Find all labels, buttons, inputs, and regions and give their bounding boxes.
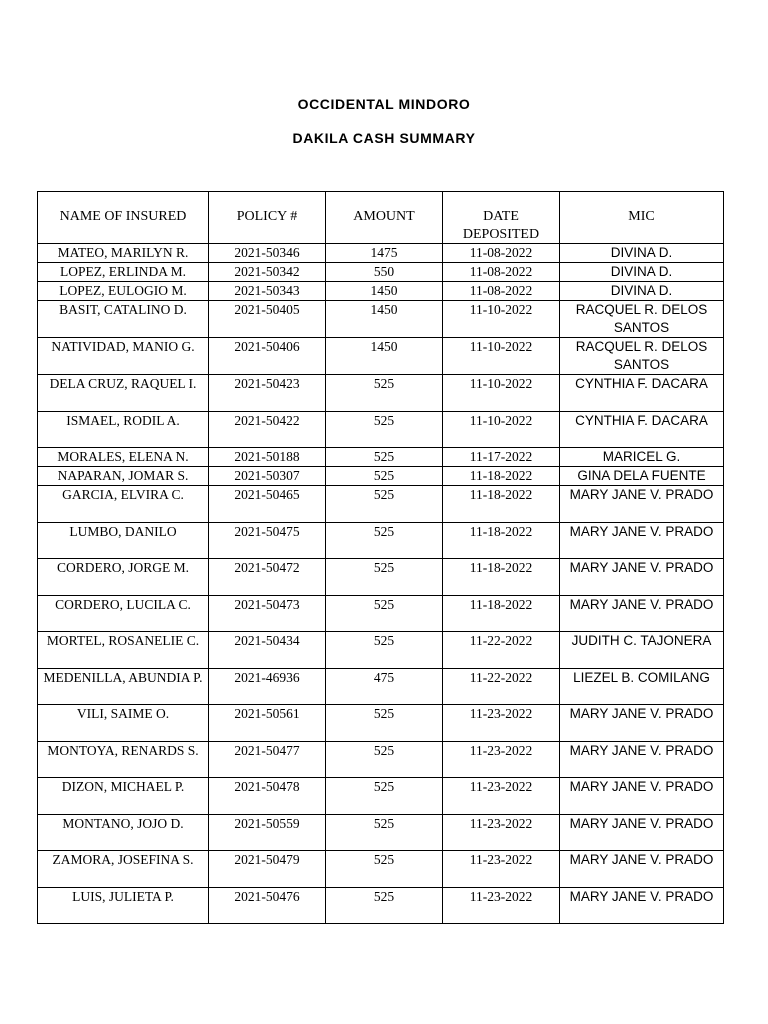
table-row [38,448,724,467]
cell-policy-number: 2021-50434 [209,632,326,669]
table-row [38,632,724,669]
cell-amount: 475 [326,668,443,705]
cell-name-of-insured: LUIS, JULIETA P. [38,887,209,924]
table-body [38,244,724,924]
cell-policy-number: 2021-50343 [209,282,326,301]
cell-amount: 550 [326,263,443,282]
document-subtitle: DAKILA CASH SUMMARY [292,130,476,146]
cell-name-of-insured: LUMBO, DANILO [38,522,209,559]
cell-policy-number: 2021-46936 [209,668,326,705]
cell-date-deposited: 11-18-2022 [443,486,560,523]
cell-amount: 525 [326,375,443,412]
cell-amount: 525 [326,448,443,467]
cell-date-deposited: 11-10-2022 [443,301,560,338]
cell-policy-number: 2021-50561 [209,705,326,742]
cell-mic: MARY JANE V. PRADO [560,887,724,924]
cell-amount: 525 [326,778,443,815]
cell-name-of-insured: ZAMORA, JOSEFINA S. [38,851,209,888]
table-row [38,814,724,851]
cell-date-deposited: 11-17-2022 [443,448,560,467]
cell-amount: 1450 [326,282,443,301]
cell-date-deposited: 11-23-2022 [443,814,560,851]
cell-mic: MARY JANE V. PRADO [560,814,724,851]
cell-name-of-insured: MORALES, ELENA N. [38,448,209,467]
cell-mic: MARY JANE V. PRADO [560,741,724,778]
cell-mic: MARY JANE V. PRADO [560,595,724,632]
cell-date-deposited: 11-08-2022 [443,282,560,301]
cell-mic: LIEZEL B. COMILANG [560,668,724,705]
cell-amount: 1450 [326,338,443,375]
cell-date-deposited: 11-22-2022 [443,668,560,705]
cell-amount: 525 [326,486,443,523]
cell-name-of-insured: BASIT, CATALINO D. [38,301,209,338]
cell-date-deposited: 11-18-2022 [443,467,560,486]
cell-amount: 525 [326,741,443,778]
cell-name-of-insured: GARCIA, ELVIRA C. [38,486,209,523]
header-row [38,192,724,244]
cell-date-deposited: 11-10-2022 [443,338,560,375]
cell-date-deposited: 11-23-2022 [443,741,560,778]
cell-policy-number: 2021-50476 [209,887,326,924]
cell-policy-number: 2021-50188 [209,448,326,467]
table-row [38,301,724,338]
cell-date-deposited: 11-22-2022 [443,632,560,669]
cell-policy-number: 2021-50465 [209,486,326,523]
cell-amount: 525 [326,814,443,851]
table-row [38,887,724,924]
header-amount: AMOUNT [326,192,443,244]
cell-date-deposited: 11-18-2022 [443,522,560,559]
cell-policy-number: 2021-50559 [209,814,326,851]
cell-name-of-insured: DIZON, MICHAEL P. [38,778,209,815]
cell-date-deposited: 11-10-2022 [443,411,560,448]
cell-name-of-insured: VILI, SAIME O. [38,705,209,742]
table-row [38,375,724,412]
cell-name-of-insured: NAPARAN, JOMAR S. [38,467,209,486]
table-row [38,338,724,375]
cell-name-of-insured: MEDENILLA, ABUNDIA P. [38,668,209,705]
table-row [38,282,724,301]
cell-name-of-insured: MORTEL, ROSANELIE C. [38,632,209,669]
cell-date-deposited: 11-23-2022 [443,705,560,742]
cell-name-of-insured: MONTANO, JOJO D. [38,814,209,851]
cell-name-of-insured: CORDERO, JORGE M. [38,559,209,596]
cell-amount: 525 [326,705,443,742]
cell-policy-number: 2021-50477 [209,741,326,778]
table-row [38,559,724,596]
cell-date-deposited: 11-23-2022 [443,851,560,888]
cell-mic: DIVINA D. [560,244,724,263]
table-row [38,851,724,888]
cell-amount: 1475 [326,244,443,263]
table-row [38,705,724,742]
cell-policy-number: 2021-50423 [209,375,326,412]
cell-mic: MARY JANE V. PRADO [560,705,724,742]
cell-name-of-insured: CORDERO, LUCILA C. [38,595,209,632]
header-name-of-insured: NAME OF INSURED [38,192,209,244]
cell-name-of-insured: DELA CRUZ, RAQUEL I. [38,375,209,412]
cell-amount: 525 [326,632,443,669]
cell-policy-number: 2021-50478 [209,778,326,815]
cell-name-of-insured: MATEO, MARILYN R. [38,244,209,263]
cell-policy-number: 2021-50473 [209,595,326,632]
cell-mic: MARY JANE V. PRADO [560,778,724,815]
table-row [38,263,724,282]
cell-amount: 525 [326,595,443,632]
cell-date-deposited: 11-10-2022 [443,375,560,412]
cell-mic: JUDITH C. TAJONERA [560,632,724,669]
cell-policy-number: 2021-50422 [209,411,326,448]
cell-amount: 525 [326,887,443,924]
cell-mic: GINA DELA FUENTE [560,467,724,486]
cell-amount: 525 [326,522,443,559]
cell-mic: DIVINA D. [560,282,724,301]
table-row [38,778,724,815]
cell-mic: CYNTHIA F. DACARA [560,375,724,412]
cell-name-of-insured: LOPEZ, ERLINDA M. [38,263,209,282]
cell-mic: CYNTHIA F. DACARA [560,411,724,448]
table-row [38,522,724,559]
cell-policy-number: 2021-50472 [209,559,326,596]
table-row [38,668,724,705]
cell-name-of-insured: ISMAEL, RODIL A. [38,411,209,448]
cell-amount: 525 [326,851,443,888]
table-row [38,741,724,778]
cell-mic: RACQUEL R. DELOS SANTOS [560,338,724,375]
cell-date-deposited: 11-08-2022 [443,244,560,263]
cell-amount: 525 [326,467,443,486]
cell-mic: MARY JANE V. PRADO [560,559,724,596]
cell-policy-number: 2021-50479 [209,851,326,888]
header-policy-number: POLICY # [209,192,326,244]
cell-name-of-insured: NATIVIDAD, MANIO G. [38,338,209,375]
cell-date-deposited: 11-18-2022 [443,595,560,632]
cell-mic: DIVINA D. [560,263,724,282]
cell-date-deposited: 11-23-2022 [443,887,560,924]
cell-date-deposited: 11-23-2022 [443,778,560,815]
table-row [38,595,724,632]
cell-mic: RACQUEL R. DELOS SANTOS [560,301,724,338]
cell-amount: 525 [326,559,443,596]
cell-date-deposited: 11-08-2022 [443,263,560,282]
cell-amount: 525 [326,411,443,448]
cell-policy-number: 2021-50346 [209,244,326,263]
cell-mic: MARY JANE V. PRADO [560,851,724,888]
cash-summary-table [37,191,724,924]
cell-policy-number: 2021-50475 [209,522,326,559]
cell-policy-number: 2021-50342 [209,263,326,282]
cell-mic: MARY JANE V. PRADO [560,522,724,559]
table-row [38,467,724,486]
cell-date-deposited: 11-18-2022 [443,559,560,596]
header-date-deposited: DATE DEPOSITED [443,192,560,244]
cell-mic: MARY JANE V. PRADO [560,486,724,523]
cell-mic: MARICEL G. [560,448,724,467]
table-row [38,411,724,448]
table-row [38,244,724,263]
cell-name-of-insured: MONTOYA, RENARDS S. [38,741,209,778]
document-title: OCCIDENTAL MINDORO [297,96,471,112]
header-mic: MIC [560,192,724,244]
cell-name-of-insured: LOPEZ, EULOGIO M. [38,282,209,301]
cell-policy-number: 2021-50405 [209,301,326,338]
table-row [38,486,724,523]
cell-policy-number: 2021-50307 [209,467,326,486]
cell-amount: 1450 [326,301,443,338]
cell-policy-number: 2021-50406 [209,338,326,375]
